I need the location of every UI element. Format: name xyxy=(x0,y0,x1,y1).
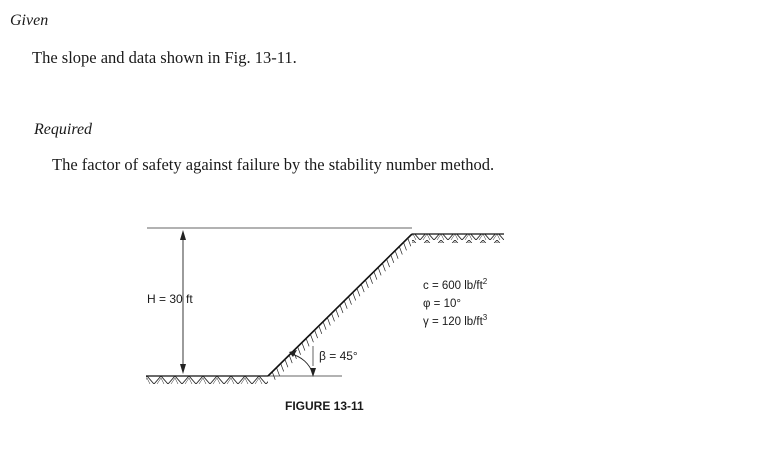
required-text: The factor of safety against failure by the stability number method. xyxy=(52,155,495,174)
angle-label: β = 45° xyxy=(319,349,358,363)
cohesion-label: c = 600 lb/ft xyxy=(423,280,483,292)
required-heading: Required xyxy=(34,121,93,138)
unit-weight-exponent: 3 xyxy=(482,313,488,322)
given-heading: Given xyxy=(10,12,49,29)
given-text: The slope and data shown in Fig. 13-11. xyxy=(32,48,297,67)
unit-weight-label: γ = 120 lb/ft xyxy=(423,316,483,328)
soil-properties xyxy=(423,277,488,328)
friction-angle-label: φ = 10° xyxy=(423,298,461,310)
figure-caption: FIGURE 13-11 xyxy=(285,399,364,413)
svg-text:γ = 120 lb/ft3 xyxy=(423,313,488,328)
ground-bottom xyxy=(146,376,268,384)
ground-top xyxy=(412,234,504,243)
svg-text:c = 600 lb/ft2 xyxy=(423,277,488,292)
height-label: H = 30 ft xyxy=(147,292,193,306)
cohesion-exponent: 2 xyxy=(482,277,488,286)
